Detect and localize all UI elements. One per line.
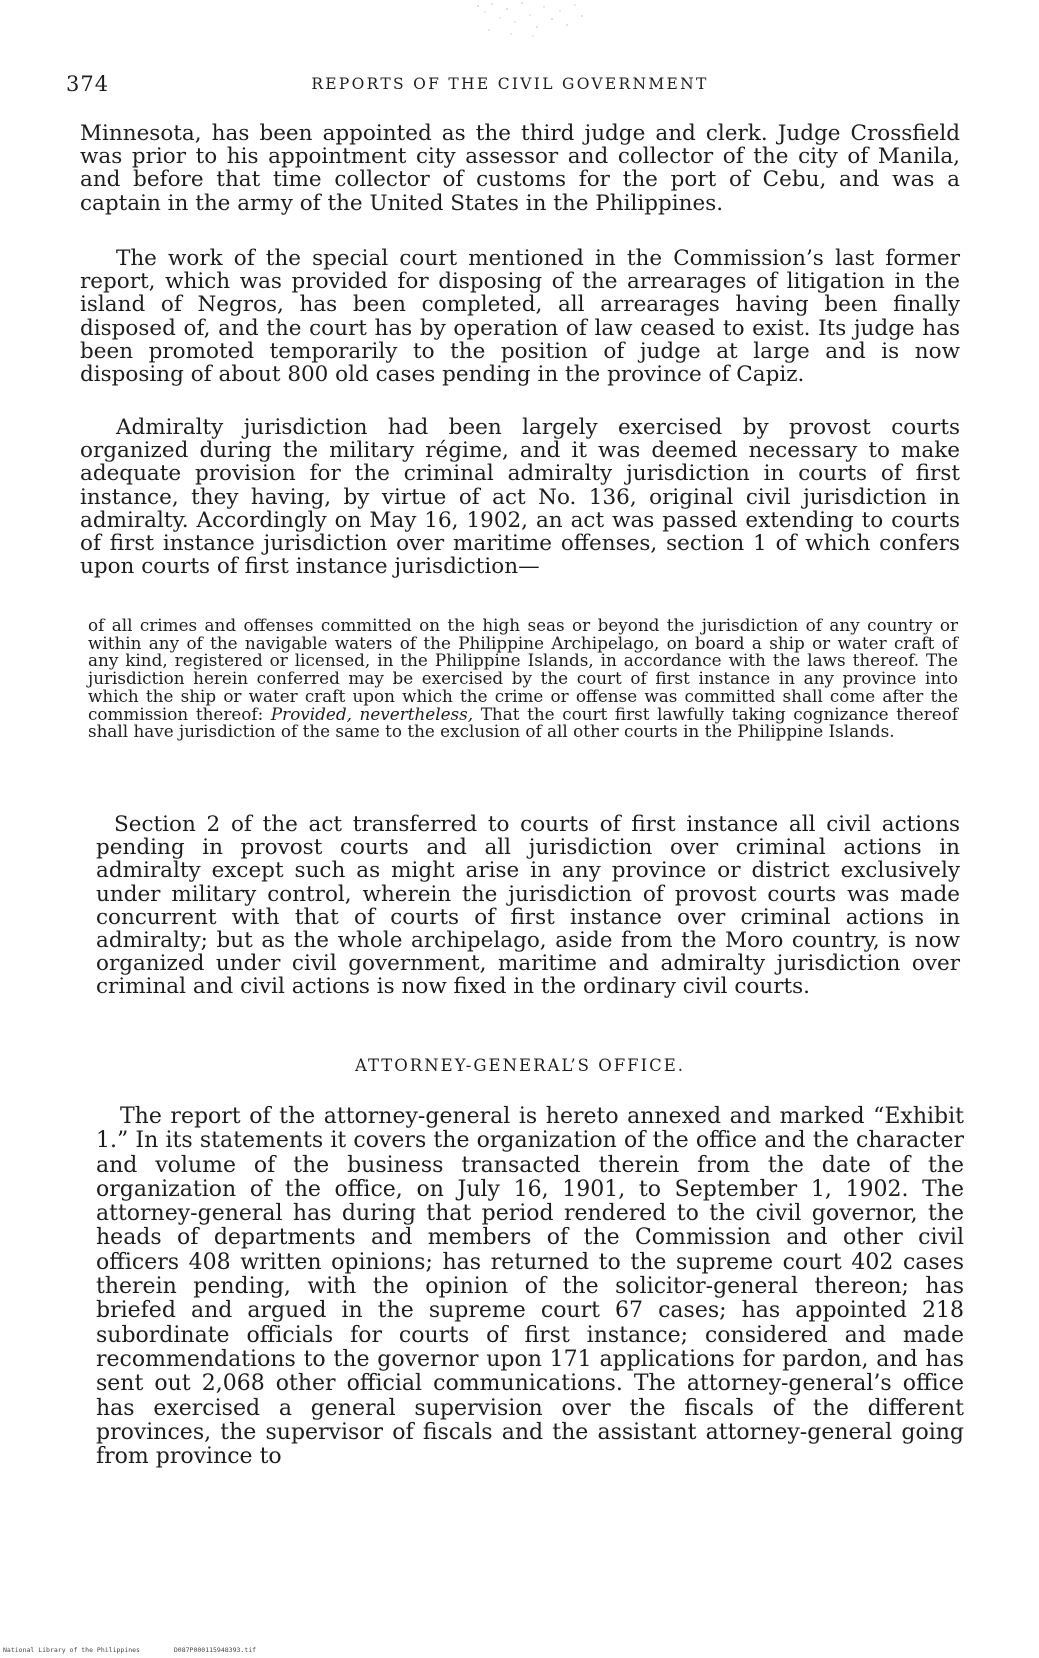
paragraph-section-2: Section 2 of the act transferred to courts of first instance all civil actions pending in provost courts and all jurisdiction over criminal actions in admiralty except such as might arise in any province or district exclusively under military control, wherein the jurisdiction of provost courts was made concurrent with that of courts of first instance over criminal actions in admiralty; but as the whole archipelago, aside from the Moro country, is now organized under civil government, maritime and admiralty jurisdiction over criminal and civil actions is now fixed in the ordinary civil courts.: [96, 812, 960, 1000]
scan-speckle-marks: [470, 0, 590, 40]
paragraph-judge-crossfield: Minnesota, has been appointed as the third judge and clerk. Judge Crossfield was prior to his appointment city assessor and collector of the city of Manila, and before that time collector of customs for the port of Cebu, and was a captain in the army of the United States in the Philippines.: [80, 121, 960, 216]
page-number: 374: [66, 72, 110, 96]
quote-italic-proviso: Provided, nevertheless,: [270, 703, 474, 724]
running-head: REPORTS OF THE CIVIL GOVERNMENT: [311, 75, 709, 93]
quoted-act-section: [88, 617, 958, 741]
footer-library: National Library of the Philippines: [3, 1646, 140, 1654]
paragraph-admiralty-jurisdiction: Admiralty jurisdiction had been largely exercised by provost courts organized during the military régime, and it was deemed necessary to make adequate provision for the criminal admiralty jurisdiction in courts of first instance, they having, by virtue of act No. 136, original civil jurisdiction in admiralty. Accordingly on May 16, 1902, an act was passed extending to courts of first instance jurisdiction over maritime offenses, section 1 of which confers upon courts of first instance jurisdiction—: [80, 415, 960, 580]
paragraph-special-court: The work of the special court mentioned in the Commission’s last former report, which was provided for disposing of the arrearages of litigation in the island of Negros, has been completed, all arrearages having been finally disposed of, and the court has by operation of law ceased to exist. Its judge has been promoted temporarily to the position of judge at large and is now disposing of about 800 old cases pending in the province of Capiz.: [80, 246, 960, 388]
section-heading-attorney-general: ATTORNEY-GENERAL’S OFFICE.: [354, 1056, 686, 1075]
paragraph-attorney-general-report: The report of the attorney-general is hereto annexed and marked “Exhibit 1.” In its statements it covers the organization of the office and the character and volume of the business transacted therein from the date of the organization of the office, on July 16, 1901, to September 1, 1902. The attorney-general has during that period rendered to the civil governor, the heads of departments and members of the Commission and other civil officers 408 written opinions; has returned to the supreme court 402 cases therein pending, with the opinion of the solicitor-general thereon; has briefed and argued in the supreme court 67 cases; has appointed 218 subordinate officials for courts of first instance; considered and made recommendations to the governor upon 171 applications for pardon, and has sent out 2,068 other official communications. The attorney-general’s office has exercised a general supervision over the fiscals of the different provinces, the supervisor of fiscals and the assistant attorney-general going from province to: [96, 1104, 964, 1470]
quote-text-after: That the court first lawfully taking cognizance thereof shall have jurisdiction of the same to the exclusion of all other courts in the Philippine Islands.: [88, 703, 958, 742]
scan-footer: [3, 1646, 256, 1654]
quote-text-before: of all crimes and offenses committed on the high seas or beyond the jurisdiction of any country or within any of the navigable waters of the Philippine Archipelago, on board a ship or water craft of any kind, registered or licensed, in the Philippine Islands, in accordance with the laws thereof. The jurisdiction herein conferred may be exercised by the court of first instance in any province into which the ship or water craft upon which the crime or offense was committed shall come after the commission thereof:: [88, 615, 958, 724]
footer-file-id: D087P000115948393.tif: [173, 1646, 257, 1654]
page-header: [60, 72, 960, 102]
